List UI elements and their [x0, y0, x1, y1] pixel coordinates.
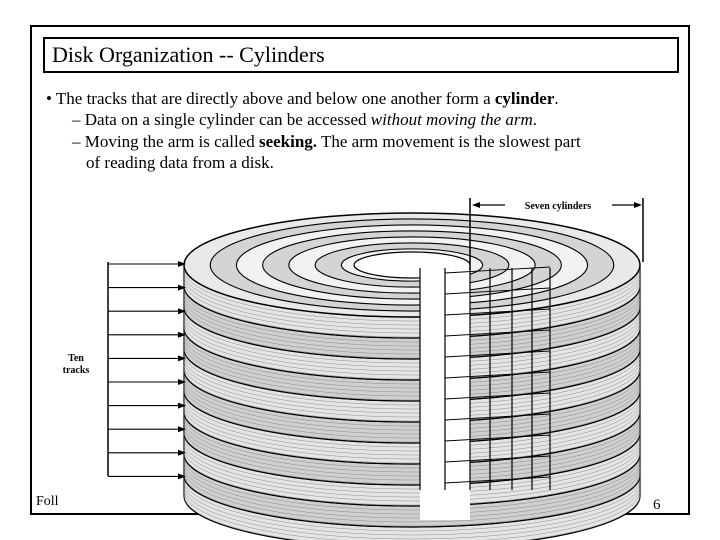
- footer-author: Foll: [36, 494, 59, 509]
- sub1-pre: Data on a single cylinder can be accessed: [84, 110, 371, 129]
- track-arrows: [108, 261, 186, 479]
- bullet-term-cylinder: cylinder: [494, 89, 555, 108]
- sub2-post: The arm movement is the slowest part: [317, 132, 581, 151]
- label-ten: Ten: [68, 353, 84, 364]
- arrow-left-head: [472, 202, 480, 208]
- dash: –: [72, 132, 81, 151]
- sub1-italic: without moving the arm: [370, 110, 533, 129]
- subbullet-seeking-continuation: of reading data from a disk.: [86, 153, 274, 172]
- bullet-text-pre: The tracks that are directly above and below one another form a: [55, 89, 495, 108]
- label-seven-cylinders: Seven cylinders: [524, 201, 592, 212]
- page-number: 6: [653, 497, 661, 513]
- bullet-text-post: .: [554, 89, 559, 108]
- sub2-pre: Moving the arm is called: [84, 132, 259, 151]
- slide-title: Disk Organization -- Cylinders: [52, 42, 325, 67]
- term-seeking: seeking.: [258, 132, 318, 151]
- dash: –: [72, 110, 81, 129]
- sub1-post: .: [532, 110, 538, 129]
- arrow-right-head: [634, 202, 642, 208]
- platter-stack: [184, 213, 640, 540]
- bullet-marker: •: [46, 89, 52, 108]
- label-tracks: tracks: [62, 365, 90, 376]
